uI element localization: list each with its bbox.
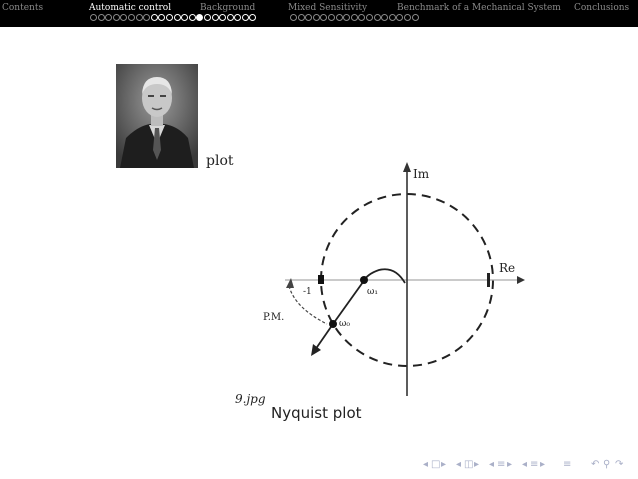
slide-dot[interactable] — [204, 14, 211, 21]
nav-conclusions[interactable]: Conclusions — [574, 3, 630, 13]
slide-dot[interactable] — [381, 14, 388, 21]
nav-prev-frame-icon[interactable]: ◂ — [423, 459, 429, 470]
nav-mixed-sensitivity[interactable]: Mixed Sensitivity — [288, 3, 368, 13]
slide-dot[interactable] — [90, 14, 97, 21]
slide-dot[interactable] — [143, 14, 150, 21]
im-label: Im — [413, 167, 430, 181]
phase-margin-vector — [315, 324, 333, 350]
slide-dot[interactable] — [298, 14, 305, 21]
slide-dot[interactable] — [174, 14, 181, 21]
slide-dot[interactable] — [136, 14, 143, 21]
slide-dot[interactable] — [151, 14, 158, 21]
omega0-label: ω₀ — [339, 319, 350, 329]
slide-dot[interactable] — [196, 14, 203, 21]
nav-automatic-control[interactable]: Automatic control — [89, 3, 172, 13]
slide-dot[interactable] — [374, 14, 381, 21]
section-progress-dots-mixed-sensitivity — [290, 14, 419, 21]
slide-dot[interactable] — [181, 14, 188, 21]
nyquist-diagram — [255, 158, 525, 398]
pm-label: P.M. — [263, 312, 285, 323]
image-filename-caption: 9.jpg — [235, 392, 266, 406]
slide-dot[interactable] — [305, 14, 312, 21]
slide-dot[interactable] — [219, 14, 226, 21]
subsection-icon[interactable]: ◫ — [464, 459, 474, 470]
nav-prev-subsection-icon[interactable]: ◂ — [456, 459, 462, 470]
slide-dot[interactable] — [212, 14, 219, 21]
omega0-point — [329, 320, 337, 328]
minus-one-label: -1 — [303, 287, 312, 297]
slide-dot[interactable] — [113, 14, 120, 21]
plot-text: plot — [206, 153, 234, 169]
nav-next-part-icon[interactable]: ▸ — [540, 459, 546, 470]
slide-dot[interactable] — [242, 14, 249, 21]
vector-arrowhead — [311, 344, 321, 356]
slide-dot[interactable] — [166, 14, 173, 21]
slide-dot[interactable] — [120, 14, 127, 21]
section-icon[interactable]: ≡ — [497, 459, 506, 470]
slide-dot[interactable] — [105, 14, 112, 21]
slide-dot[interactable] — [234, 14, 241, 21]
frame-icon[interactable]: □ — [431, 459, 441, 470]
nav-next-subsection-icon[interactable]: ▸ — [474, 459, 480, 470]
slide-dot[interactable] — [290, 14, 297, 21]
nav-background[interactable]: Background — [200, 3, 256, 13]
slide-dot[interactable] — [328, 14, 335, 21]
slide-dot[interactable] — [404, 14, 411, 21]
nav-contents[interactable]: Contents — [2, 3, 44, 13]
slide-dot[interactable] — [128, 14, 135, 21]
slide-dot[interactable] — [396, 14, 403, 21]
re-label: Re — [499, 261, 516, 275]
back-icon[interactable]: ↶ — [591, 459, 600, 470]
imaginary-axis-arrow — [403, 162, 411, 172]
slide-dot[interactable] — [389, 14, 396, 21]
slide-dot[interactable] — [336, 14, 343, 21]
part-icon[interactable]: ≡ — [530, 459, 539, 470]
slide-dot[interactable] — [358, 14, 365, 21]
nav-prev-part-icon[interactable]: ◂ — [522, 459, 528, 470]
slide-dot[interactable] — [366, 14, 373, 21]
slide-dot[interactable] — [313, 14, 320, 21]
nyquist-caption: Nyquist plot — [271, 404, 362, 422]
nav-next-section-icon[interactable]: ▸ — [507, 459, 513, 470]
forward-icon[interactable]: ↷ — [615, 459, 624, 470]
slide-dot[interactable] — [320, 14, 327, 21]
slide-dot[interactable] — [98, 14, 105, 21]
search-icon[interactable]: ⚲ — [603, 459, 611, 470]
slide-dot[interactable] — [343, 14, 350, 21]
omega1-point — [360, 276, 368, 284]
circle-crossing-tick — [487, 273, 490, 287]
beamer-navigation-symbols — [423, 459, 633, 473]
slide-dot[interactable] — [249, 14, 256, 21]
slide-dot[interactable] — [158, 14, 165, 21]
portrait-photo — [116, 64, 198, 168]
document-icon[interactable]: ≡ — [563, 459, 572, 470]
section-navigation-bar — [0, 0, 638, 27]
section-progress-dots-automatic-control — [90, 14, 257, 21]
nav-next-frame-icon[interactable]: ▸ — [441, 459, 447, 470]
nav-benchmark[interactable]: Benchmark of a Mechanical System — [397, 3, 561, 13]
slide-dot[interactable] — [227, 14, 234, 21]
real-axis-arrow — [517, 276, 525, 284]
slide-dot[interactable] — [189, 14, 196, 21]
minus-one-point — [318, 275, 324, 284]
slide-dot[interactable] — [412, 14, 419, 21]
omega1-label: ω₁ — [367, 287, 378, 297]
nav-prev-section-icon[interactable]: ◂ — [489, 459, 495, 470]
slide-dot[interactable] — [351, 14, 358, 21]
